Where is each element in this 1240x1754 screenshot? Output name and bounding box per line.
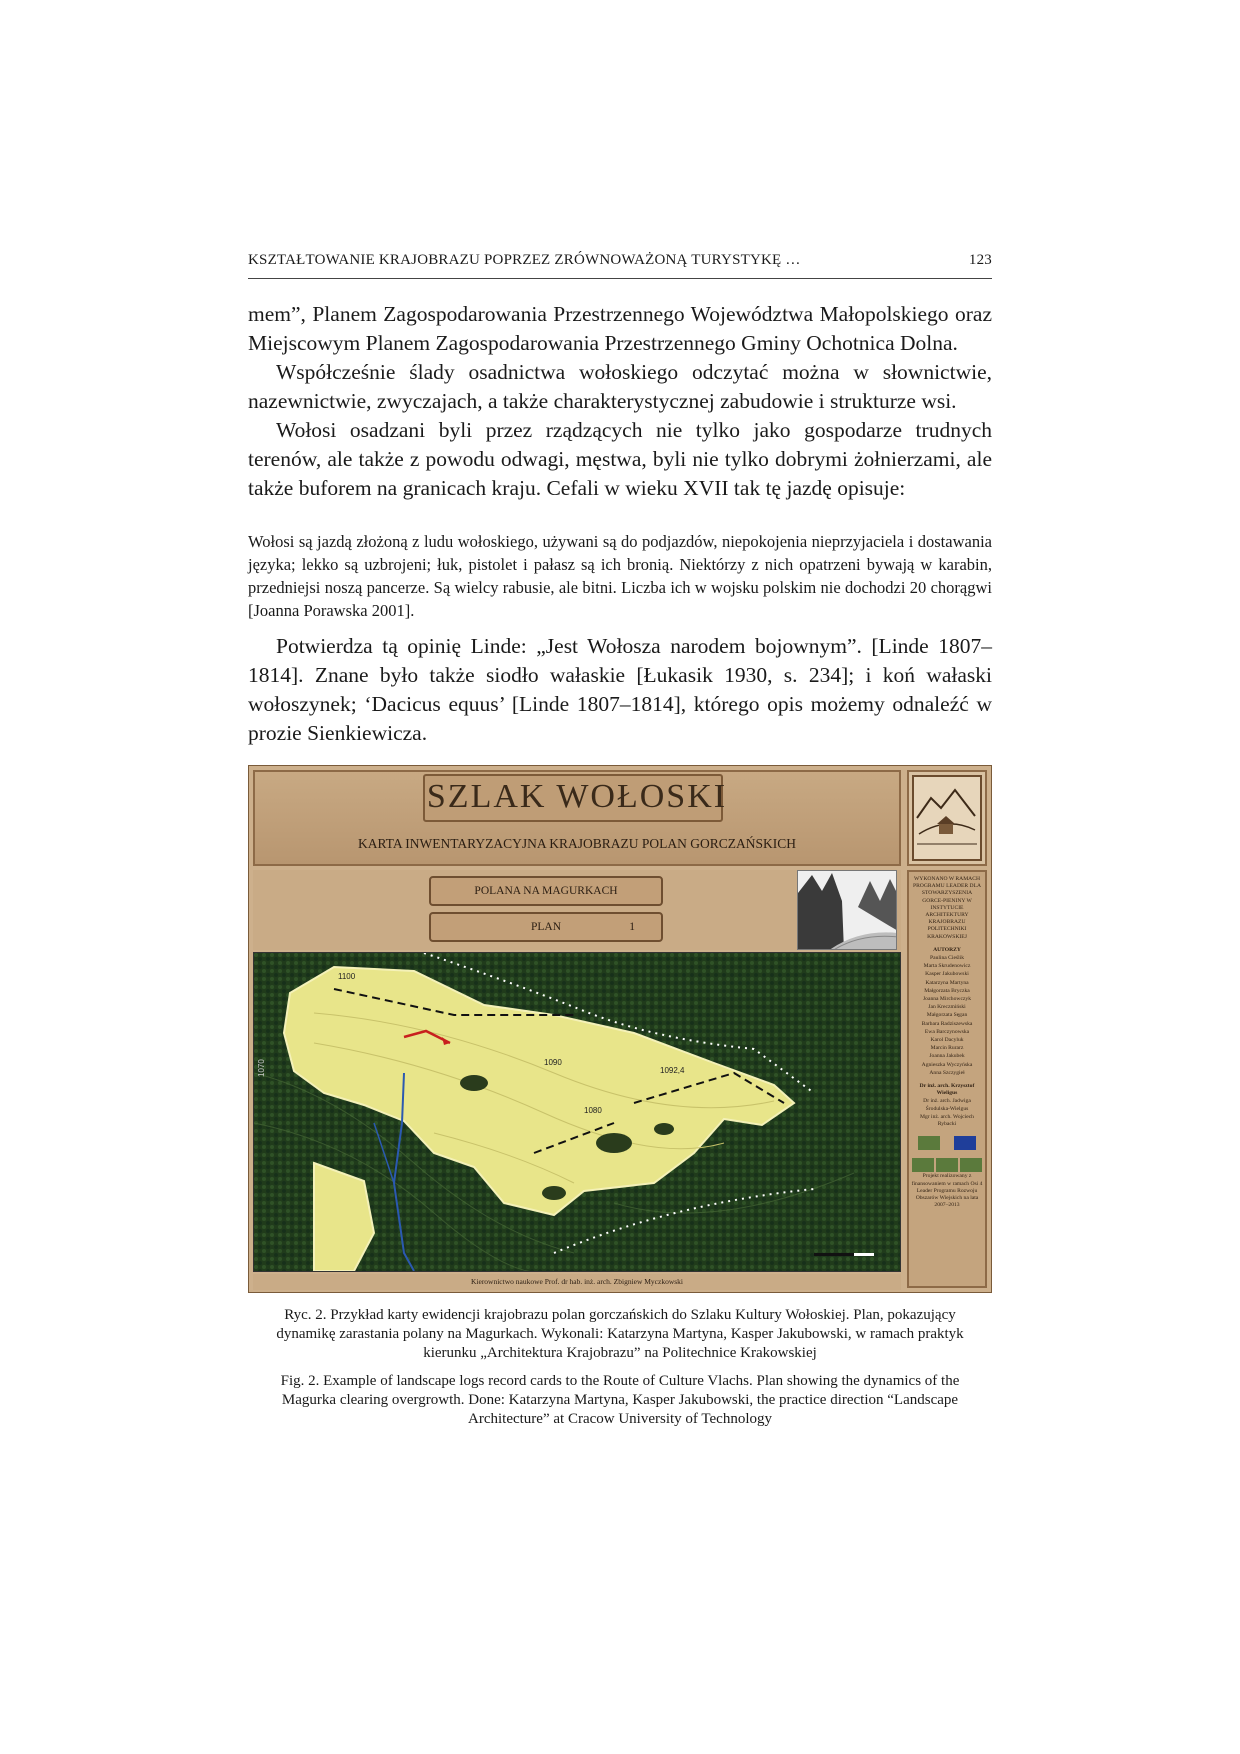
author: Marta Skrudenowicz — [923, 963, 971, 970]
author: Agnieszka Wyczyńska — [921, 1061, 973, 1068]
author: Barbara Radziszewska — [921, 1020, 973, 1027]
partner-logo-icon — [960, 1158, 982, 1172]
paragraph: Potwierdza tą opinię Linde: „Jest Wołosza narodem bojownym”. [Linde 1807–1814]. Znane było także siodło wałaskie [Łukasik 1930, s. 234]; i koń wałaski wołoszynek; ‘Dacicus equus’ [Linde 1807–1814], którego opis możemy odnaleźć w prozie Sienkiewicza. — [248, 634, 992, 745]
map-label: 1070 — [257, 1059, 266, 1077]
partner-logo-icon — [912, 1158, 934, 1172]
author: Joanna Mirchowczyk — [923, 996, 971, 1003]
card-title: SZLAK WOŁOSKI — [426, 778, 728, 815]
author: Kasper Jakubowski — [925, 971, 969, 978]
author: Jan Kreczmiński — [928, 1004, 966, 1011]
block-quote: Wołosi są jazdą złożoną z ludu wołoskiego, używani są do podjazdów, niepokojenia nieprzyjaciela i dostawania języka; lekko są uzbrojeni; łuk, pistolet i pałasz są ich bronią. Niektórzy z nich opatrzeni bywają w karabin, przedniejsi noszą pancerze. Są wielcy rabusie, ale bitni. Liczba ich w wojsku polskim nie dochodzi 20 chorągwi [Joanna Porawska 2001]. — [248, 532, 992, 620]
clearing-name-button[interactable]: POLANA NA MAGURKACH — [429, 876, 663, 906]
author: Karol Dacyluk — [930, 1037, 964, 1044]
author: Katarzyna Martyna — [925, 979, 969, 986]
figure-record-card — [248, 765, 992, 1293]
funding-note: Projekt realizowany z finansowaniem w ramach Osi 4 Leader Programu Rozwoju Obszarów Wiejskich na lata 2007–2013 — [911, 1173, 983, 1209]
plan-number: 1 — [629, 921, 635, 933]
map-label: 1092,4 — [660, 1066, 685, 1075]
mountain-logo — [907, 770, 987, 866]
leader-logo-icon — [918, 1136, 940, 1150]
eu-flag-icon — [954, 1136, 976, 1150]
map-label: 1080 — [584, 1106, 602, 1115]
plan-button-label: PLAN — [530, 921, 562, 933]
author: Ewa Barczynowska — [924, 1028, 970, 1035]
partner-logos — [911, 1136, 983, 1150]
plan-button[interactable] — [429, 912, 663, 942]
page-number: 123 — [968, 252, 992, 268]
running-head-title: KSZTAŁTOWANIE KRAJOBRAZU POPRZEZ ZRÓWNOWAŻONĄ TURYSTYKĘ … — [248, 252, 801, 268]
author: Paulina Cieślik — [929, 955, 965, 962]
partner-logos — [911, 1158, 983, 1172]
clearing-photo — [797, 870, 897, 950]
card-side-panel — [907, 870, 987, 1288]
paragraph: Wołosi osadzani byli przez rządzących nie tylko jako gospodarze trudnych terenów, ale także z powodu odwagi, męstwa, byli nie tylko dobrymi żołnierzami, ale także buforem na granicach kraju. Cefali w wieku XVII tak tę jazdę opisuje: — [248, 418, 992, 500]
card-header — [253, 770, 901, 866]
supervisor: Mgr inż. arch. Wojciech Rybacki — [920, 1113, 974, 1128]
paragraph: Współcześnie ślady osadnictwa wołoskiego odczytać można w słownictwie, nazewnictwie, zwyczajach, a także charakterystycznej zabudowie i strukturze wsi. — [248, 360, 992, 413]
map-label: 1090 — [544, 1058, 562, 1067]
card-subtitle: KARTA INWENTARYZACYJNA KRAJOBRAZU POLAN GORCZAŃSKICH — [357, 836, 797, 851]
author: Małgorzata Sęgan — [926, 1012, 968, 1019]
running-head — [248, 250, 992, 279]
figure-caption-polish: Ryc. 2. Przykład karty ewidencji krajobrazu polan gorczańskich do Szlaku Kultury Wołoskiej. Plan, pokazujący dynamikę zarastania polany na Magurkach. Wykonali: Katarzyna Martyna, Kasper Jakubowski, w ramach praktyk kierunku „Architektura Krajobrazu” na Politechnice Krakowskiej — [276, 1307, 964, 1361]
partner-logo-icon — [936, 1158, 958, 1172]
supervisor: Dr inż. arch. Jadwiga Środulska-Wielgus — [923, 1098, 971, 1112]
author: Małgorzata Bryczka — [924, 987, 970, 994]
paragraph: mem”, Planem Zagospodarowania Przestrzennego Województwa Małopolskiego oraz Miejscowym Planem Zagospodarowania Przestrzennego Gminy Ochotnica Dolna. — [248, 302, 992, 355]
clearing-map — [253, 952, 901, 1272]
supervisor: Dr inż. arch. Krzysztof Wieligus — [919, 1083, 975, 1097]
author: Anna Szczygieł — [929, 1069, 965, 1076]
body-text-block — [248, 300, 992, 503]
authors-heading: AUTORZY — [933, 946, 961, 953]
body-text-block — [248, 632, 992, 748]
author: Joanna Jakubek — [929, 1053, 965, 1060]
program-info: WYKONANO W RAMACH PROGRAMU LEADER DLA STOWARZYSZENIA GORCE-PIENINY W INSTYTUCIE ARCHITEKTURY KRAJOBRAZU POLITECHNIKI KRAKOWSKIEJ — [912, 876, 982, 940]
figure-caption-english: Fig. 2. Example of landscape logs record cards to the Route of Culture Vlachs. Plan showing the dynamics of the Magurka clearing overgrowth. Done: Katarzyna Martyna, Kasper Jakubowski, the practice direction “Landscape Architecture” at Cracow University of Technology — [280, 1373, 960, 1427]
card-footer: Kierownictwo naukowe Prof. dr hab. inż. arch. Zbigniew Myczkowski — [253, 1274, 901, 1290]
author: Marcin Rurarz — [930, 1045, 964, 1052]
map-label: 1100 — [338, 972, 356, 981]
